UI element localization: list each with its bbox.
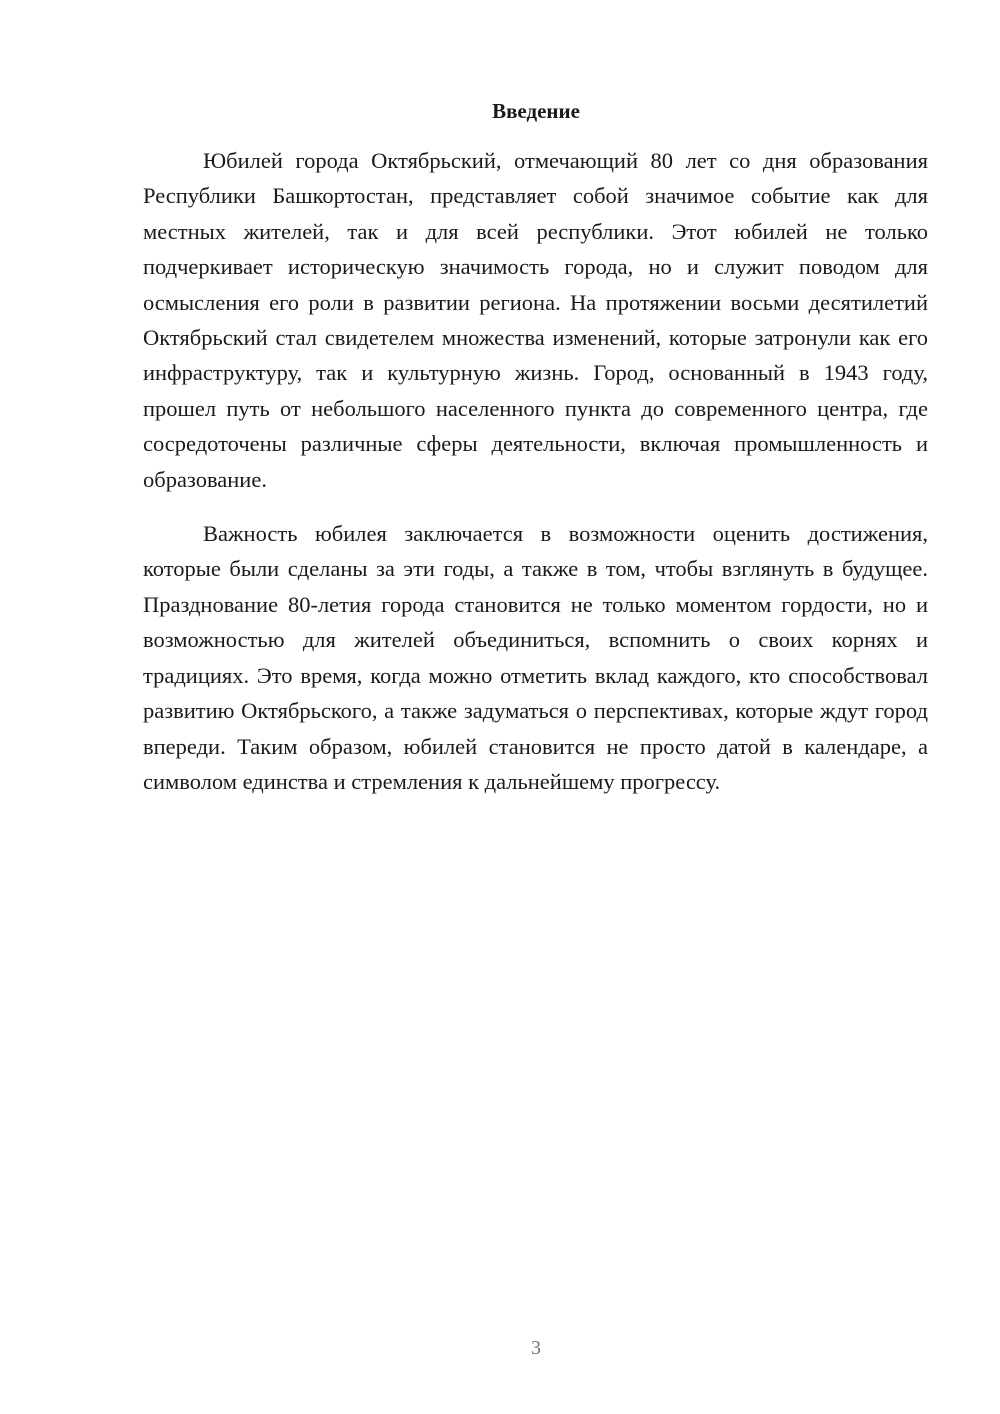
- paragraph-1: Юбилей города Октябрьский, отмечающий 80 лет со дня образования Республики Башкортостан, представляет собой значимое событие как для местных жителей, так и для всей республики. Этот юбилей не только подчеркивает историческую значимость города, но и служит поводом для осмысления его роли в развитии региона. На протяжении восьми десятилетий Октябрьский стал свидетелем множества изменений, которые затронули как его инфраструктуру, так и культурную жизнь. Город, основанный в 1943 году, прошел путь от небольшого населенного пункта до современного центра, где сосредоточены различные сферы деятельности, включая промышленность и образование.: [143, 148, 928, 492]
- section-title: Введение: [492, 99, 580, 123]
- paragraph-2: Важность юбилея заключается в возможности оценить достижения, которые были сделаны за эти годы, а также в том, чтобы взглянуть в будущее. Празднование 80-летия города становится не только моментом гордости, но и возможностью для жителей объединиться, вспомнить о своих корнях и традициях. Это время, когда можно отметить вклад каждого, кто способствовал развитию Октябрьского, а также задуматься о перспективах, которые ждут город впереди. Таким образом, юбилей становится не просто датой в календаре, а символом единства и стремления к дальнейшему прогрессу.: [143, 521, 928, 794]
- page-number: 3: [531, 1337, 541, 1359]
- body-text: [143, 143, 928, 799]
